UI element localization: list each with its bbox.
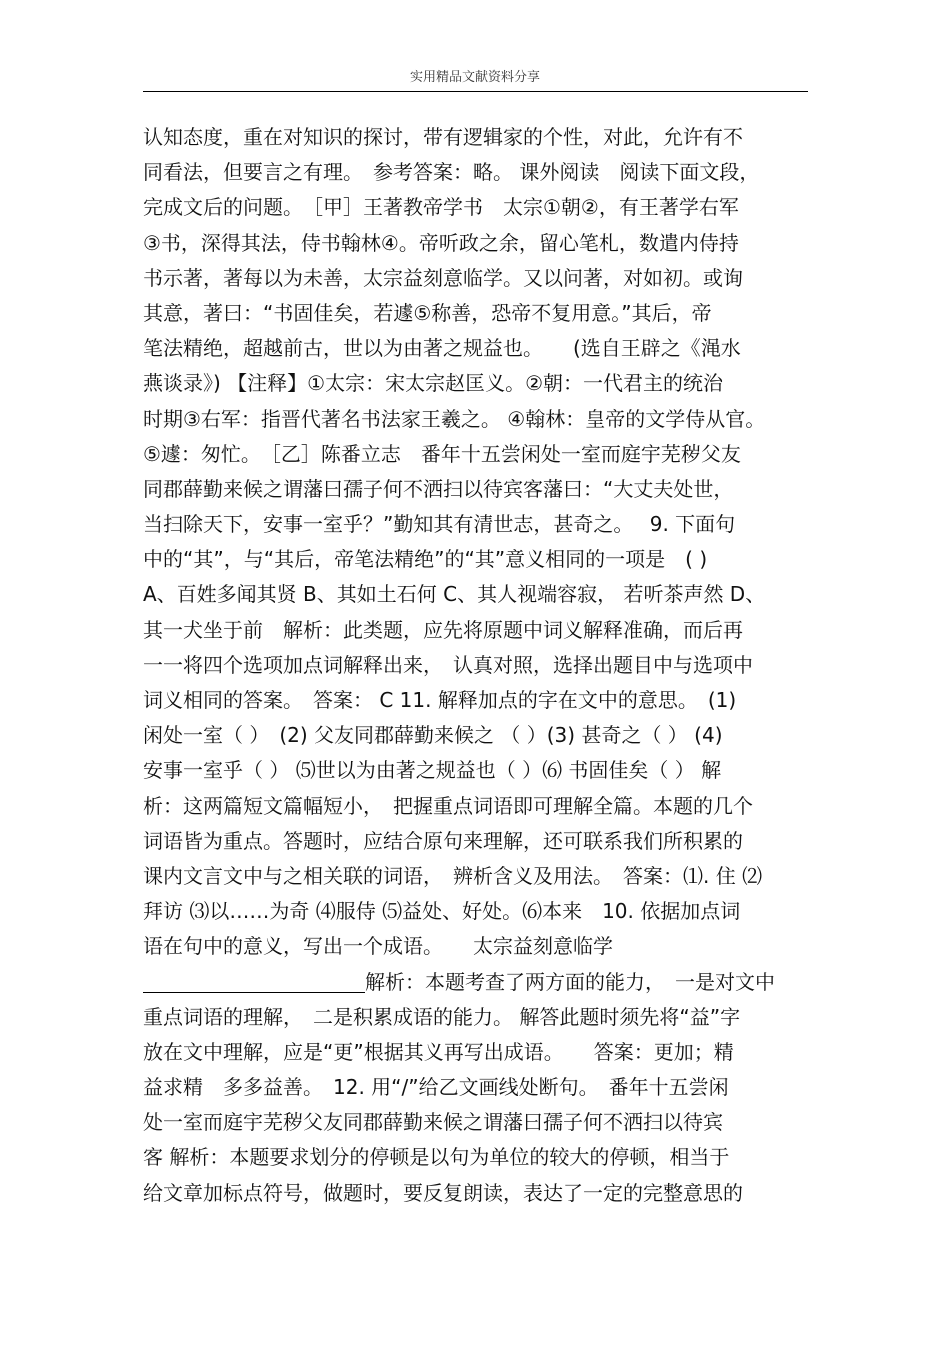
text-line: 益求精 多多益善。 12. 用“/”给乙文画线处断句。 番年十五尝闲 <box>143 1075 729 1100</box>
text-line: 词义相同的答案。 答案： C 11. 解释加点的字在文中的意思。 (1) <box>143 688 737 712</box>
text-line: 同郡薛勤来候之谓藩曰孺子何不洒扫以待宾客藩曰：“大丈夫处世， <box>143 476 734 501</box>
text-line: 时期③右军：指晋代著名书法家王羲之。 ④翰林：皇帝的文学侍从官。 <box>143 406 766 431</box>
text-line: 处一室而庭宇芜秽父友同郡薛勤来候之谓藩曰孺子何不洒扫以待宾 <box>143 1110 723 1135</box>
text-line: ⑤遽：匆忙。 ［乙］陈番立志 番年十五尝闲处一室而庭宇芜秽父友 <box>143 441 741 466</box>
page-header: 实用精品文献资料分享 <box>409 70 540 85</box>
text-line: 认知态度，重在对知识的探讨，带有逻辑家的个性，对此，允许有不 <box>143 125 743 149</box>
text-line: 书示著，著每以为未善，太宗益刻意临学。又以问著，对如初。或询 <box>143 265 743 290</box>
text-line: 拜访 ⑶以……为奇 ⑷服侍 ⑸益处、好处。⑹本来 10. 依据加点词 <box>143 899 741 924</box>
text-line: A、百姓多闻其贤 B、其如土石何 C、其人视端容寂， 若听茶声然 D、 <box>143 582 766 607</box>
text-line: 语在句中的意义，写出一个成语。 太宗益刻意临学 <box>143 934 613 959</box>
text-line: 放在文中理解，应是“更”根据其义再写出成语。 答案：更加；精 <box>143 1039 734 1064</box>
text-line: 笔法精绝，超越前古，世以为由著之规益也。 (选自王辟之《渑水 <box>143 336 741 361</box>
text-line: 一一将四个选项加点词解释出来， 认真对照，选择出题目中与选项中 <box>143 652 753 677</box>
text-line: 完成文后的问题。 ［甲］王著教帝学书 太宗①朝②，有王著学右军 <box>143 195 739 220</box>
text-line: 闲处一室（ ） (2) 父友同郡薛勤来候之 （ ）(3) 甚奇之（ ） (4) <box>143 723 723 748</box>
text-line: 燕谈录》) 【注释】①太宗：宋太宗赵匡义。②朝：一代君主的统治 <box>143 371 724 396</box>
text-line: ③书，深得其法，侍书翰林④。帝听政之余，留心笔札，数遣内侍持 <box>143 230 739 255</box>
text-line: 课内文言文中与之相关联的词语， 辨析含义及用法。 答案：⑴. 住 ⑵ <box>143 863 763 888</box>
text-line: 析：这两篇短文篇幅短小， 把握重点词语即可理解全篇。本题的几个 <box>143 793 753 818</box>
text-line: 同看法，但要言之有理。 参考答案：略。 课外阅读 阅读下面文段， <box>143 160 760 185</box>
answer-blank <box>143 970 365 993</box>
answer-line <box>143 965 813 1000</box>
text-line: 其意，著曰：“书固佳矣，若遽⑤称善，恐帝不复用意。”其后，帝 <box>143 300 712 325</box>
header-divider <box>143 91 808 92</box>
document-body <box>143 120 813 1211</box>
text-line: 当扫除天下，安事一室乎？”勤知其有清世志，甚奇之。 9. 下面句 <box>143 512 736 537</box>
answer-line-text: 解析：本题考查了两方面的能力， 一是对文中 <box>365 969 775 994</box>
text-line: 其一犬坐于前 解析：此类题，应先将原题中词义解释准确，而后再 <box>143 617 743 642</box>
text-line: 中的“其”，与“其后，帝笔法精绝”的“其”意义相同的一项是 ( ) <box>143 547 708 572</box>
text-line: 安事一室乎（ ） ⑸世以为由著之规益也（ ）⑹ 书固佳矣（ ） 解 <box>143 758 722 783</box>
text-line: 客 解析：本题要求划分的停顿是以句为单位的较大的停顿，相当于 <box>143 1145 730 1170</box>
text-line: 给文章加标点符号，做题时，要反复朗读，表达了一定的完整意思的 <box>143 1180 743 1205</box>
text-line: 重点词语的理解， 二是积累成语的能力。 解答此题时须先将“益”字 <box>143 1004 741 1029</box>
text-line: 词语皆为重点。答题时，应结合原句来理解，还可联系我们所积累的 <box>143 828 743 853</box>
